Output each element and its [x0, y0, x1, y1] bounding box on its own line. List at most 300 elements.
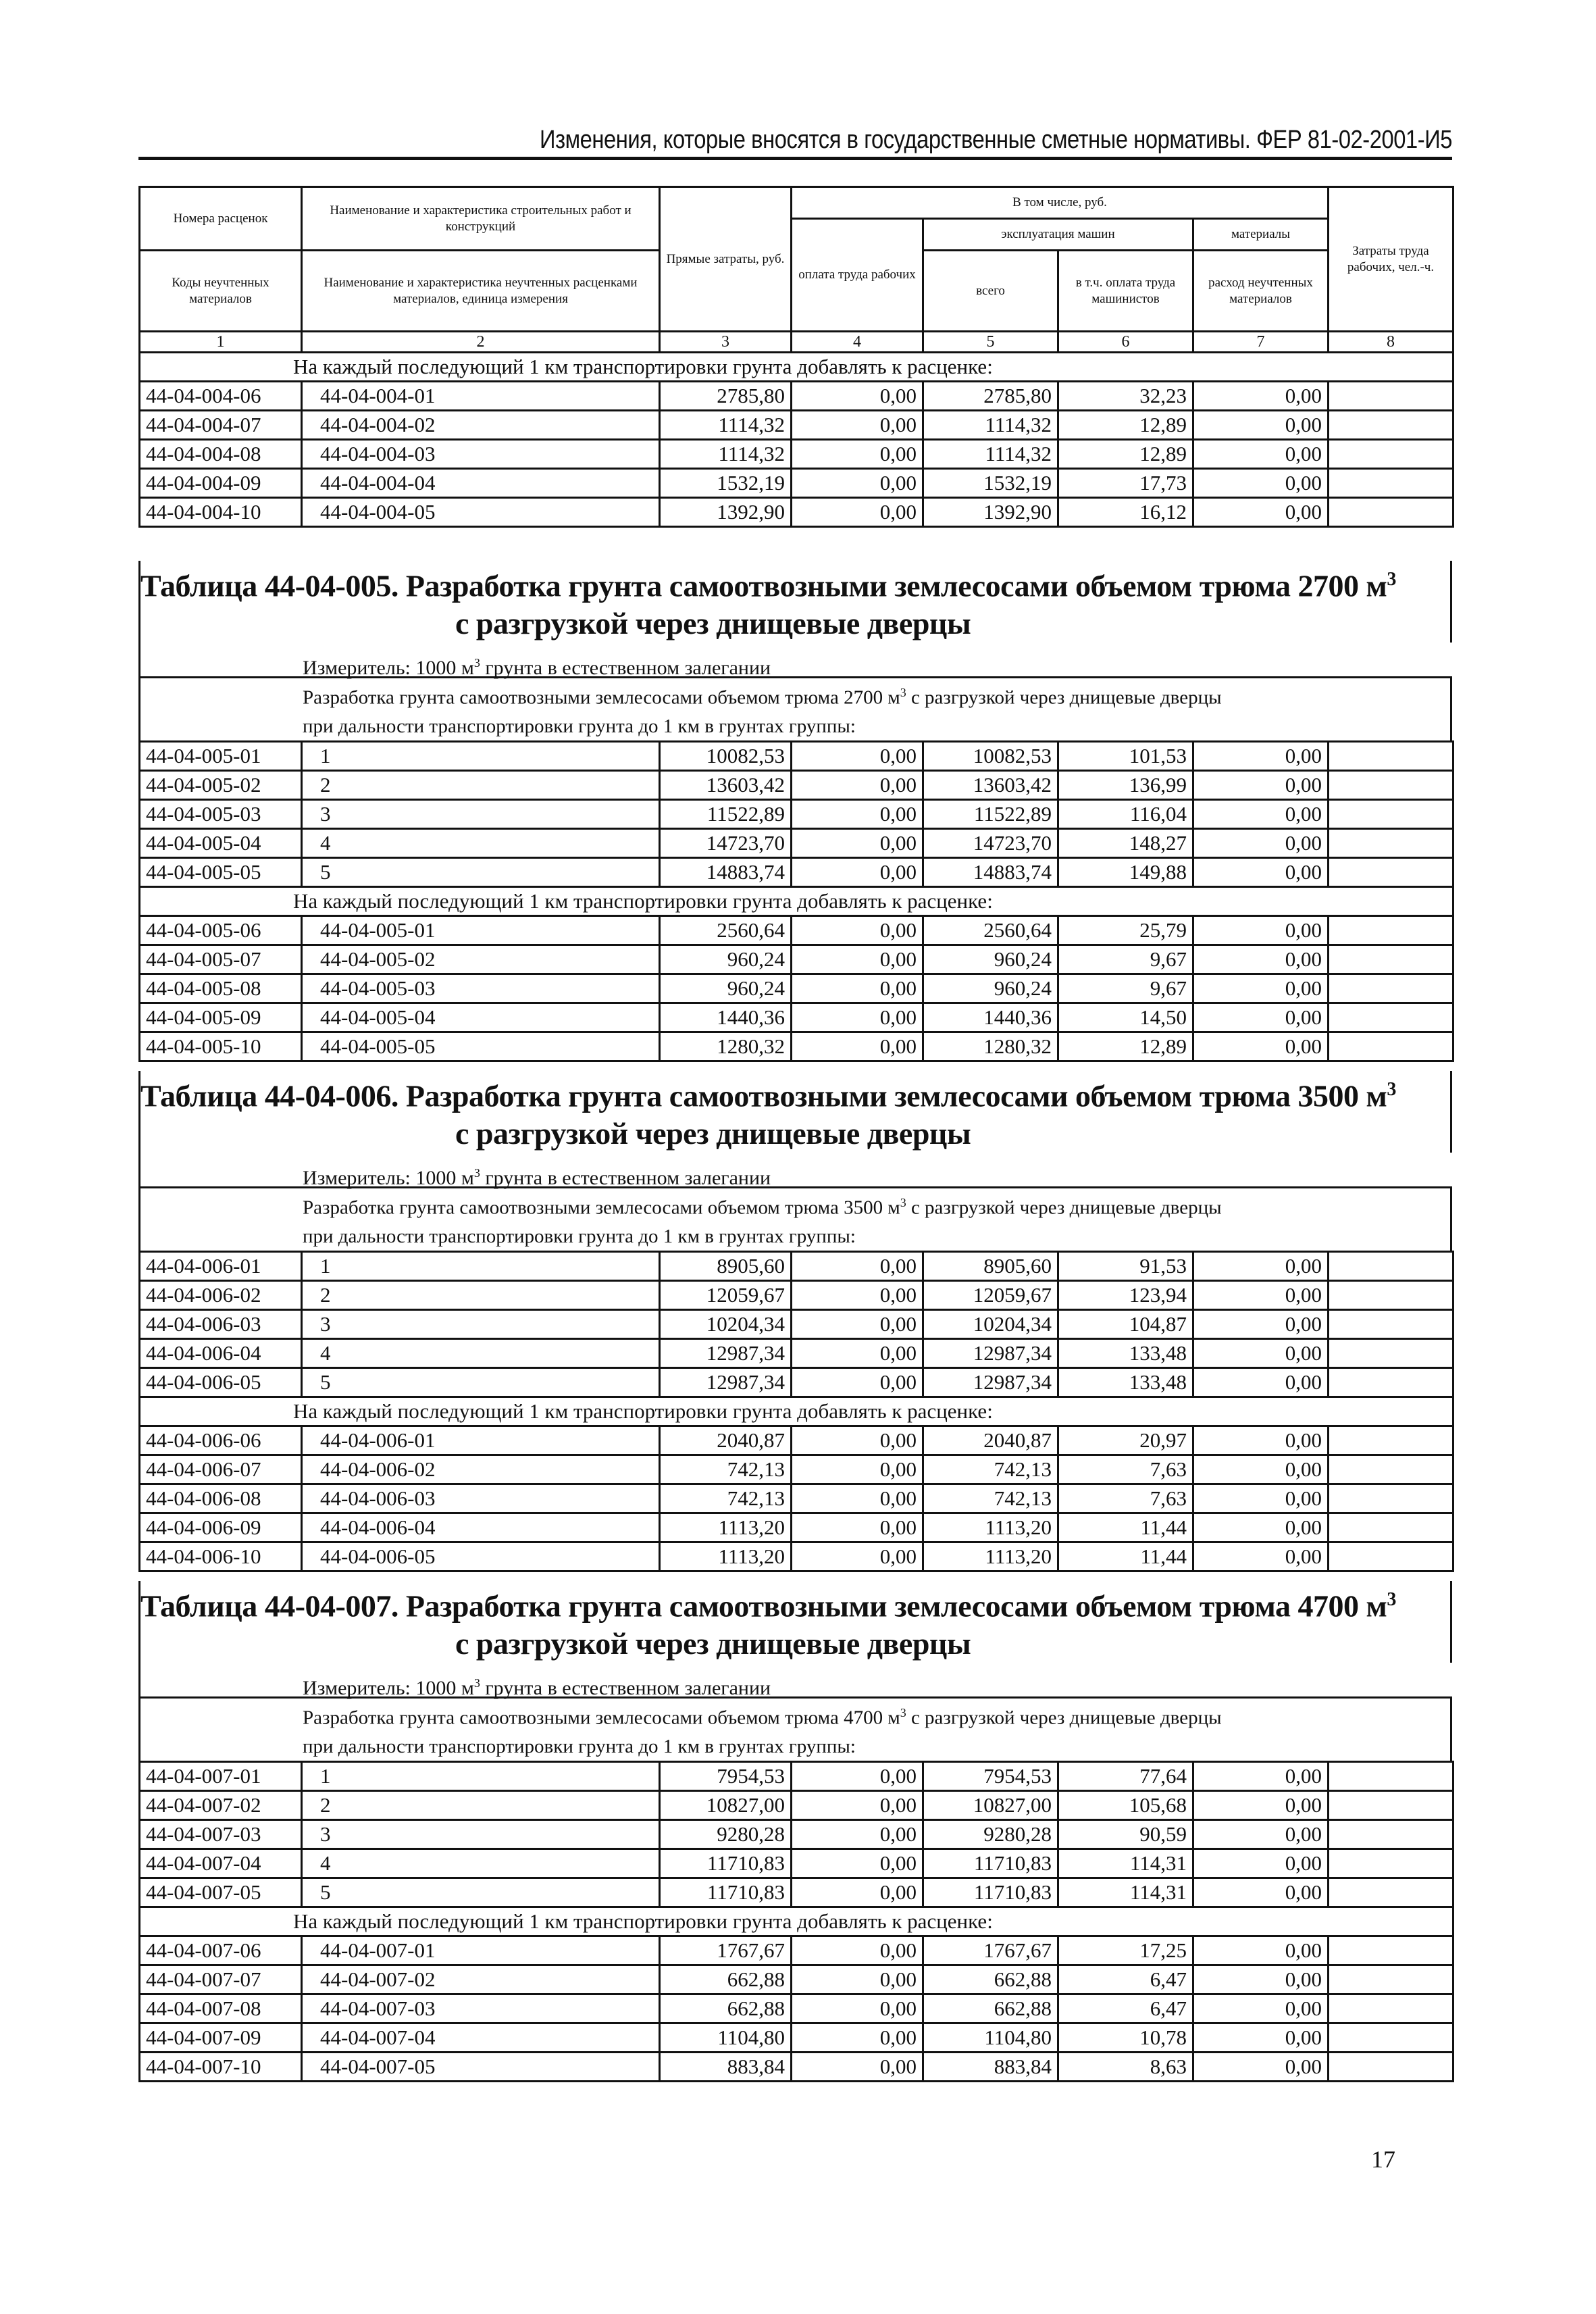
cell-operator-pay: 105,68	[1058, 1790, 1193, 1819]
table-title: Таблица 44-04-005. Разработка грунта самоотвозными землесосами объемом трюма 2700 $м^3$ с разгрузкой через днищевые дверцы	[138, 561, 1452, 643]
cell-rate-code: 44-04-004-09	[140, 469, 302, 498]
cell-rate-code: 44-04-004-08	[140, 440, 302, 469]
cell-rate-name: 44-04-004-05	[302, 498, 660, 527]
work-description: Разработка грунта самоотвозными землесосами объемом трюма 4700 $м^3$ с разгрузкой через днищевые дверцы при дальности транспортировки грунта до 1 км в грунтах группы:	[138, 1696, 1452, 1761]
cell-rate-name: 4	[302, 1848, 660, 1878]
table-row	[140, 2023, 1453, 2052]
cell-labor-hours	[1329, 799, 1453, 828]
cell-rate-code: 44-04-007-05	[140, 1878, 302, 1907]
cell-operator-pay: 16,12	[1058, 498, 1193, 527]
header-direct-costs: Прямые затраты, руб.	[660, 187, 792, 332]
cell-labor-hours	[1329, 1003, 1453, 1032]
cell-operator-pay: 77,64	[1058, 1761, 1193, 1790]
cell-rate-name: 44-04-006-04	[302, 1513, 660, 1542]
cell-materials: 0,00	[1193, 1819, 1329, 1848]
cell-operator-pay: 11,44	[1058, 1542, 1193, 1571]
table-row	[140, 1513, 1453, 1542]
cell-rate-code: 44-04-007-02	[140, 1790, 302, 1819]
cell-labor-hours	[1329, 915, 1453, 945]
table-title: Таблица 44-04-006. Разработка грунта самоотвозными землесосами объемом трюма 3500 $м^3$ с разгрузкой через днищевые дверцы	[138, 1071, 1452, 1153]
cell-materials: 0,00	[1193, 974, 1329, 1003]
cell-rate-name: 44-04-007-02	[302, 1965, 660, 1994]
table-row	[140, 1309, 1453, 1338]
cell-direct-costs: 2785,80	[660, 382, 792, 411]
cell-machine-total: 7954,53	[923, 1761, 1058, 1790]
cell-machine-total: 2560,64	[923, 915, 1058, 945]
cell-rate-name: 2	[302, 1790, 660, 1819]
note-row: На каждый последующий 1 км транспортировки грунта добавлять к расценке:	[140, 1397, 1453, 1426]
cell-materials: 0,00	[1193, 1484, 1329, 1513]
cell-worker-pay: 0,00	[792, 1878, 923, 1907]
header-worker-pay: оплата труда рабочих	[792, 219, 923, 332]
cell-rate-code: 44-04-006-10	[140, 1542, 302, 1571]
table-row	[140, 1251, 1453, 1280]
cell-machine-total: 1280,32	[923, 1032, 1058, 1061]
cell-labor-hours	[1329, 1309, 1453, 1338]
table-row	[140, 469, 1453, 498]
cell-materials: 0,00	[1193, 1513, 1329, 1542]
cell-materials: 0,00	[1193, 945, 1329, 974]
cell-rate-code: 44-04-006-01	[140, 1251, 302, 1280]
cell-direct-costs: 1532,19	[660, 469, 792, 498]
cell-worker-pay: 0,00	[792, 1819, 923, 1848]
table-row	[140, 1367, 1453, 1397]
cell-materials: 0,00	[1193, 1367, 1329, 1397]
cell-materials: 0,00	[1193, 1280, 1329, 1309]
table-row	[140, 828, 1453, 857]
cell-direct-costs: 2560,64	[660, 915, 792, 945]
cell-direct-costs: 883,84	[660, 2052, 792, 2081]
cell-operator-pay: 148,27	[1058, 828, 1193, 857]
cell-materials: 0,00	[1193, 498, 1329, 527]
table-row	[140, 857, 1453, 886]
cell-worker-pay: 0,00	[792, 770, 923, 799]
cell-rate-code: 44-04-005-08	[140, 974, 302, 1003]
rates-table	[138, 1251, 1454, 1572]
cell-direct-costs: 960,24	[660, 974, 792, 1003]
header-operator-pay: в т.ч. оплата труда машинистов	[1058, 251, 1193, 332]
cell-rate-code: 44-04-007-08	[140, 1994, 302, 2023]
cell-worker-pay: 0,00	[792, 945, 923, 974]
header-material-codes: Коды неучтенных материалов	[140, 251, 302, 332]
table-row	[140, 1994, 1453, 2023]
cell-rate-name: 44-04-005-04	[302, 1003, 660, 1032]
cell-rate-code: 44-04-005-10	[140, 1032, 302, 1061]
cell-materials: 0,00	[1193, 1003, 1329, 1032]
cell-rate-code: 44-04-005-02	[140, 770, 302, 799]
cell-rate-name: 5	[302, 857, 660, 886]
cell-worker-pay: 0,00	[792, 1790, 923, 1819]
cell-direct-costs: 12059,67	[660, 1280, 792, 1309]
header-labor-hours: Затраты труда рабочих, чел.-ч.	[1329, 187, 1453, 332]
cell-operator-pay: 7,63	[1058, 1455, 1193, 1484]
cell-labor-hours	[1329, 1426, 1453, 1455]
cell-operator-pay: 7,63	[1058, 1484, 1193, 1513]
cell-rate-name: 44-04-005-02	[302, 945, 660, 974]
cell-rate-name: 1	[302, 1761, 660, 1790]
table-row	[140, 1878, 1453, 1907]
cell-materials: 0,00	[1193, 1994, 1329, 2023]
cell-machine-total: 662,88	[923, 1965, 1058, 1994]
cell-operator-pay: 17,73	[1058, 469, 1193, 498]
cell-worker-pay: 0,00	[792, 1032, 923, 1061]
cell-rate-code: 44-04-007-09	[140, 2023, 302, 2052]
cell-materials: 0,00	[1193, 1251, 1329, 1280]
cell-machine-total: 11522,89	[923, 799, 1058, 828]
cell-rate-name: 44-04-007-01	[302, 1936, 660, 1965]
table-title-line2: с разгрузкой через днищевые дверцы	[455, 1626, 971, 1661]
cell-labor-hours	[1329, 2052, 1453, 2081]
cell-rate-code: 44-04-007-03	[140, 1819, 302, 1848]
cell-direct-costs: 8905,60	[660, 1251, 792, 1280]
cell-machine-total: 1113,20	[923, 1513, 1058, 1542]
cell-rate-name: 44-04-007-03	[302, 1994, 660, 2023]
cell-rate-code: 44-04-007-07	[140, 1965, 302, 1994]
table-row	[140, 1542, 1453, 1571]
cell-labor-hours	[1329, 1338, 1453, 1367]
cell-machine-total: 742,13	[923, 1455, 1058, 1484]
cell-machine-total: 11710,83	[923, 1878, 1058, 1907]
cell-labor-hours	[1329, 770, 1453, 799]
header-materials: материалы	[1193, 219, 1329, 251]
cell-machine-total: 1104,80	[923, 2023, 1058, 2052]
cell-labor-hours	[1329, 440, 1453, 469]
measure-unit: Измеритель: 1000 $м^3$ грунта в естественном залегании	[138, 643, 1452, 676]
cell-labor-hours	[1329, 1513, 1453, 1542]
page-number: 17	[1371, 2146, 1395, 2173]
cell-machine-total: 1392,90	[923, 498, 1058, 527]
table-row	[140, 1032, 1453, 1061]
cell-worker-pay: 0,00	[792, 1848, 923, 1878]
cell-materials: 0,00	[1193, 2052, 1329, 2081]
cell-worker-pay: 0,00	[792, 974, 923, 1003]
measure-unit: Измеритель: 1000 $м^3$ грунта в естественном залегании	[138, 1663, 1452, 1696]
cell-rate-code: 44-04-006-09	[140, 1513, 302, 1542]
cell-direct-costs: 1114,32	[660, 411, 792, 440]
cell-machine-total: 8905,60	[923, 1251, 1058, 1280]
table-row	[140, 1280, 1453, 1309]
cell-operator-pay: 136,99	[1058, 770, 1193, 799]
cell-rate-name: 44-04-006-01	[302, 1426, 660, 1455]
cell-labor-hours	[1329, 1936, 1453, 1965]
cell-operator-pay: 133,48	[1058, 1367, 1193, 1397]
cell-rate-code: 44-04-006-07	[140, 1455, 302, 1484]
header-rule	[138, 157, 1452, 160]
cell-worker-pay: 0,00	[792, 2023, 923, 2052]
cell-machine-total: 12987,34	[923, 1338, 1058, 1367]
cell-rate-name: 44-04-004-04	[302, 469, 660, 498]
cell-rate-code: 44-04-006-03	[140, 1309, 302, 1338]
cell-operator-pay: 9,67	[1058, 945, 1193, 974]
table-row	[140, 2052, 1453, 2081]
cell-machine-total: 1767,67	[923, 1936, 1058, 1965]
cell-materials: 0,00	[1193, 915, 1329, 945]
cell-worker-pay: 0,00	[792, 2052, 923, 2081]
cell-machine-total: 10204,34	[923, 1309, 1058, 1338]
cell-worker-pay: 0,00	[792, 857, 923, 886]
table-row	[140, 1819, 1453, 1848]
cell-labor-hours	[1329, 945, 1453, 974]
cell-worker-pay: 0,00	[792, 382, 923, 411]
cell-labor-hours	[1329, 1761, 1453, 1790]
cell-worker-pay: 0,00	[792, 1965, 923, 1994]
cell-direct-costs: 12987,34	[660, 1338, 792, 1367]
cell-labor-hours	[1329, 1542, 1453, 1571]
cell-operator-pay: 104,87	[1058, 1309, 1193, 1338]
cell-materials: 0,00	[1193, 440, 1329, 469]
cell-materials: 0,00	[1193, 1761, 1329, 1790]
cell-machine-total: 1114,32	[923, 440, 1058, 469]
cell-direct-costs: 742,13	[660, 1455, 792, 1484]
cell-machine-total: 1114,32	[923, 411, 1058, 440]
cell-direct-costs: 7954,53	[660, 1761, 792, 1790]
cell-machine-total: 742,13	[923, 1484, 1058, 1513]
cell-rate-code: 44-04-005-03	[140, 799, 302, 828]
cell-rate-name: 44-04-004-02	[302, 411, 660, 440]
cell-rate-code: 44-04-006-06	[140, 1426, 302, 1455]
cell-operator-pay: 12,89	[1058, 1032, 1193, 1061]
cell-machine-total: 2040,87	[923, 1426, 1058, 1455]
cell-direct-costs: 662,88	[660, 1994, 792, 2023]
rates-table	[138, 1761, 1454, 2082]
cell-materials: 0,00	[1193, 741, 1329, 770]
cell-direct-costs: 11522,89	[660, 799, 792, 828]
table-004-continued	[138, 186, 1454, 528]
running-title: Изменения, которые вносятся в государственные сметные нормативы. ФЕР 81-02-2001-И5	[540, 126, 1453, 154]
table-row	[140, 498, 1453, 527]
cell-rate-code: 44-04-005-01	[140, 741, 302, 770]
cell-operator-pay: 114,31	[1058, 1848, 1193, 1878]
column-numbers-row: 1 2 3 4 5 6 7 8	[140, 332, 1453, 353]
cell-machine-total: 2785,80	[923, 382, 1058, 411]
cell-rate-name: 44-04-006-05	[302, 1542, 660, 1571]
cell-operator-pay: 9,67	[1058, 974, 1193, 1003]
table-row	[140, 1338, 1453, 1367]
cell-labor-hours	[1329, 2023, 1453, 2052]
cell-materials: 0,00	[1193, 857, 1329, 886]
cell-worker-pay: 0,00	[792, 741, 923, 770]
cell-direct-costs: 1113,20	[660, 1542, 792, 1571]
cell-worker-pay: 0,00	[792, 1542, 923, 1571]
cell-rate-name: 44-04-006-03	[302, 1484, 660, 1513]
cell-materials: 0,00	[1193, 411, 1329, 440]
cell-worker-pay: 0,00	[792, 1338, 923, 1367]
cell-machine-total: 12987,34	[923, 1367, 1058, 1397]
cell-operator-pay: 14,50	[1058, 1003, 1193, 1032]
table-row	[140, 741, 1453, 770]
cell-machine-total: 10827,00	[923, 1790, 1058, 1819]
cell-worker-pay: 0,00	[792, 1513, 923, 1542]
cell-rate-code: 44-04-005-05	[140, 857, 302, 886]
cell-direct-costs: 11710,83	[660, 1878, 792, 1907]
cell-direct-costs: 1114,32	[660, 440, 792, 469]
cell-machine-total: 662,88	[923, 1994, 1058, 2023]
cell-worker-pay: 0,00	[792, 1761, 923, 1790]
cell-labor-hours	[1329, 741, 1453, 770]
cell-worker-pay: 0,00	[792, 1367, 923, 1397]
cell-operator-pay: 6,47	[1058, 1994, 1193, 2023]
cell-operator-pay: 12,89	[1058, 411, 1193, 440]
header-material-consumption: расход неучтенных материалов	[1193, 251, 1329, 332]
cell-direct-costs: 9280,28	[660, 1819, 792, 1848]
cell-labor-hours	[1329, 1251, 1453, 1280]
cell-rate-name: 44-04-004-01	[302, 382, 660, 411]
table-title-line1: Таблица 44-04-007. Разработка грунта самоотвозными землесосами объемом трюма 4700 м	[140, 1588, 1387, 1624]
cell-direct-costs: 1767,67	[660, 1936, 792, 1965]
cell-labor-hours	[1329, 857, 1453, 886]
table-row	[140, 1761, 1453, 1790]
cell-materials: 0,00	[1193, 469, 1329, 498]
cell-materials: 0,00	[1193, 1936, 1329, 1965]
cell-operator-pay: 116,04	[1058, 799, 1193, 828]
cell-worker-pay: 0,00	[792, 440, 923, 469]
cell-materials: 0,00	[1193, 1542, 1329, 1571]
cell-worker-pay: 0,00	[792, 1003, 923, 1032]
cell-direct-costs: 1113,20	[660, 1513, 792, 1542]
cell-machine-total: 1532,19	[923, 469, 1058, 498]
table-row	[140, 1484, 1453, 1513]
cell-rate-name: 3	[302, 799, 660, 828]
table-row	[140, 1848, 1453, 1878]
cell-machine-total: 14883,74	[923, 857, 1058, 886]
cell-worker-pay: 0,00	[792, 469, 923, 498]
cell-operator-pay: 123,94	[1058, 1280, 1193, 1309]
cell-direct-costs: 742,13	[660, 1484, 792, 1513]
cell-direct-costs: 662,88	[660, 1965, 792, 1994]
cell-rate-name: 44-04-007-04	[302, 2023, 660, 2052]
cell-labor-hours	[1329, 1367, 1453, 1397]
cell-rate-code: 44-04-007-04	[140, 1848, 302, 1878]
cell-operator-pay: 11,44	[1058, 1513, 1193, 1542]
cell-direct-costs: 10082,53	[660, 741, 792, 770]
cell-worker-pay: 0,00	[792, 1484, 923, 1513]
cell-materials: 0,00	[1193, 1309, 1329, 1338]
cell-materials: 0,00	[1193, 828, 1329, 857]
table-title-line1: Таблица 44-04-005. Разработка грунта самоотвозными землесосами объемом трюма 2700 м	[140, 568, 1387, 603]
cell-labor-hours	[1329, 1484, 1453, 1513]
header-machine-total: всего	[923, 251, 1058, 332]
table-row	[140, 974, 1453, 1003]
cell-operator-pay: 133,48	[1058, 1338, 1193, 1367]
cell-labor-hours	[1329, 1994, 1453, 2023]
table-row	[140, 411, 1453, 440]
note-row: На каждый последующий 1 км транспортировки грунта добавлять к расценке:	[140, 886, 1453, 915]
cell-labor-hours	[1329, 1455, 1453, 1484]
cell-machine-total: 883,84	[923, 2052, 1058, 2081]
cell-materials: 0,00	[1193, 770, 1329, 799]
cell-materials: 0,00	[1193, 799, 1329, 828]
cell-worker-pay: 0,00	[792, 1936, 923, 1965]
cell-rate-code: 44-04-005-04	[140, 828, 302, 857]
cell-labor-hours	[1329, 469, 1453, 498]
cell-direct-costs: 14883,74	[660, 857, 792, 886]
cell-labor-hours	[1329, 1819, 1453, 1848]
table-004-rows	[140, 382, 1453, 527]
cell-machine-total: 960,24	[923, 974, 1058, 1003]
cell-machine-total: 1440,36	[923, 1003, 1058, 1032]
cell-worker-pay: 0,00	[792, 799, 923, 828]
table-title-line1: Таблица 44-04-006. Разработка грунта самоотвозными землесосами объемом трюма 3500 м	[140, 1078, 1387, 1113]
cell-operator-pay: 6,47	[1058, 1965, 1193, 1994]
cell-materials: 0,00	[1193, 1965, 1329, 1994]
cell-rate-code: 44-04-006-02	[140, 1280, 302, 1309]
cell-materials: 0,00	[1193, 1426, 1329, 1455]
cell-worker-pay: 0,00	[792, 1251, 923, 1280]
cell-machine-total: 11710,83	[923, 1848, 1058, 1878]
cell-operator-pay: 17,25	[1058, 1936, 1193, 1965]
cell-operator-pay: 10,78	[1058, 2023, 1193, 2052]
table-row	[140, 1936, 1453, 1965]
table-44-04-005	[138, 561, 1452, 1062]
work-description: Разработка грунта самоотвозными землесосами объемом трюма 2700 $м^3$ с разгрузкой через днищевые дверцы при дальности транспортировки грунта до 1 км в грунтах группы:	[138, 676, 1452, 740]
cell-operator-pay: 32,23	[1058, 382, 1193, 411]
cell-labor-hours	[1329, 1965, 1453, 1994]
cell-operator-pay: 20,97	[1058, 1426, 1193, 1455]
cell-rate-name: 4	[302, 1338, 660, 1367]
table-row	[140, 770, 1453, 799]
cell-rate-code: 44-04-005-09	[140, 1003, 302, 1032]
cell-materials: 0,00	[1193, 2023, 1329, 2052]
note-row: На каждый последующий 1 км транспортировки грунта добавлять к расценке:	[140, 1907, 1453, 1936]
cell-rate-name: 2	[302, 1280, 660, 1309]
cell-rate-code: 44-04-005-06	[140, 915, 302, 945]
cell-direct-costs: 11710,83	[660, 1848, 792, 1878]
cell-worker-pay: 0,00	[792, 498, 923, 527]
cell-worker-pay: 0,00	[792, 1426, 923, 1455]
table-row	[140, 1965, 1453, 1994]
cell-rate-name: 3	[302, 1309, 660, 1338]
cell-direct-costs: 2040,87	[660, 1426, 792, 1455]
table-row	[140, 799, 1453, 828]
cell-labor-hours	[1329, 974, 1453, 1003]
cell-rate-code: 44-04-006-05	[140, 1367, 302, 1397]
table-44-04-007	[138, 1581, 1452, 2082]
cell-labor-hours	[1329, 828, 1453, 857]
cell-rate-name: 5	[302, 1367, 660, 1397]
cell-direct-costs: 1440,36	[660, 1003, 792, 1032]
table-row	[140, 1003, 1453, 1032]
cell-rate-name: 44-04-005-05	[302, 1032, 660, 1061]
cell-rate-name: 44-04-005-01	[302, 915, 660, 945]
cell-labor-hours	[1329, 382, 1453, 411]
table-row	[140, 1790, 1453, 1819]
cell-rate-name: 5	[302, 1878, 660, 1907]
table-row	[140, 440, 1453, 469]
cell-labor-hours	[1329, 1280, 1453, 1309]
table-row	[140, 915, 1453, 945]
table-row	[140, 945, 1453, 974]
table-title-line2: с разгрузкой через днищевые дверцы	[455, 1116, 971, 1151]
cell-worker-pay: 0,00	[792, 1309, 923, 1338]
measure-unit: Измеритель: 1000 $м^3$ грунта в естественном залегании	[138, 1153, 1452, 1186]
table-row	[140, 1426, 1453, 1455]
cell-rate-name: 44-04-006-02	[302, 1455, 660, 1484]
cell-materials: 0,00	[1193, 1848, 1329, 1878]
cell-machine-total: 9280,28	[923, 1819, 1058, 1848]
cell-rate-name: 44-04-007-05	[302, 2052, 660, 2081]
header-including: В том числе, руб.	[792, 187, 1329, 219]
cell-labor-hours	[1329, 1032, 1453, 1061]
cell-operator-pay: 101,53	[1058, 741, 1193, 770]
cell-machine-total: 960,24	[923, 945, 1058, 974]
cell-rate-code: 44-04-006-08	[140, 1484, 302, 1513]
cell-direct-costs: 10827,00	[660, 1790, 792, 1819]
cell-rate-code: 44-04-004-06	[140, 382, 302, 411]
rates-table	[138, 740, 1454, 1062]
cell-materials: 0,00	[1193, 1455, 1329, 1484]
header-machine-operation: эксплуатация машин	[923, 219, 1193, 251]
cell-direct-costs: 1392,90	[660, 498, 792, 527]
